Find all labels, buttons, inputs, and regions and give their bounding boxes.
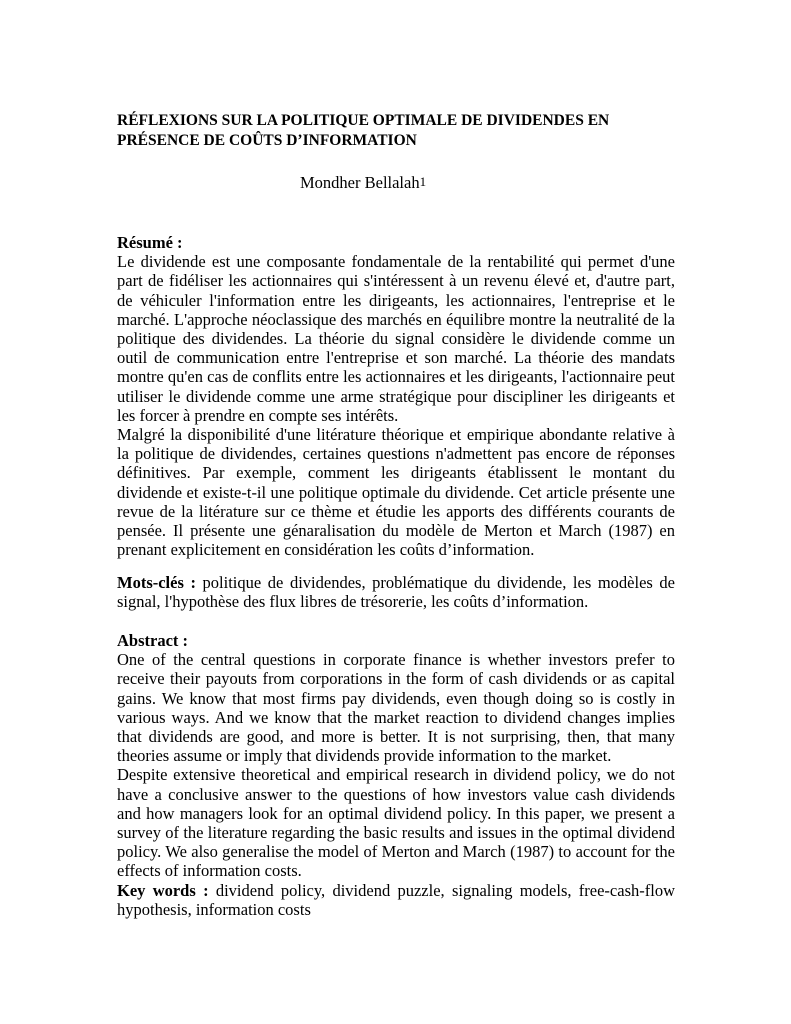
author-footnote-mark: 1 — [419, 174, 427, 189]
abstract-paragraph-1: One of the central questions in corporate finance is whether investors prefer to receive their payouts from corporations in the form of cash dividends or as capital gains. We know that most firms pay dividends, even though doing so is costly in various ways. And we know that the market reaction to dividend changes implies that dividends are good, and more is better. It is not surprising, then, that many theories assume or imply that dividends provide information to the market. — [117, 650, 675, 766]
resume-paragraph-2: Malgré la disponibilité d'une litérature théorique et empirique abondante relative à la politique de dividendes, certaines questions n'admettent pas encore de réponses définitives. Par exemple, comment les dirigeants établissent le montant du dividende et existe-t-il une politique optimale du dividende. Cet article présente une revue de la litérature sur ce thème et étudie les apports des différents courants de pensée. Il présente une génaralisation du modèle de Merton et March (1987) en prenant explicitement en considération les coûts d’information. — [117, 425, 675, 560]
abstract-heading: Abstract : — [117, 631, 189, 650]
title-line-2: PRÉSENCE DE COÛTS D’INFORMATION — [117, 132, 417, 149]
mots-cles-heading: Mots-clés : — [117, 573, 196, 592]
abstract-section — [117, 631, 675, 919]
resume-section — [117, 233, 675, 559]
mots-cles-text: politique de dividendes, problématique du dividende, les modèles de signal, l'hypothèse des flux libres de trésorerie, les coûts d’information. — [117, 573, 675, 612]
key-words-text: dividend policy, dividend puzzle, signaling models, free-cash-flow hypothesis, information costs — [117, 880, 675, 919]
resume-heading: Résumé : — [117, 233, 183, 252]
author-line — [300, 172, 426, 195]
key-words-line — [117, 881, 675, 919]
author-name: Mondher Bellalah — [300, 173, 420, 192]
document-title — [117, 111, 677, 151]
mots-cles-section — [117, 573, 675, 611]
title-line-1: RÉFLEXIONS SUR LA POLITIQUE OPTIMALE DE DIVIDENDES EN — [117, 112, 610, 129]
abstract-paragraph-2: Despite extensive theoretical and empirical research in dividend policy, we do not have a conclusive answer to the questions of how investors value cash dividends and how managers look for an optimal dividend policy. In this paper, we present a survey of the literature regarding the basic results and issues in the optimal dividend policy. We also generalise the model of Merton and March (1987) to account for the effects of information costs. — [117, 765, 675, 881]
resume-paragraph-1: Le dividende est une composante fondamentale de la rentabilité qui permet d'une part de fidéliser les actionnaires qui s'intéressent à un revenu élevé et, d'autre part, de véhiculer l'information entre les dirigeants, les actionnaires, l'entreprise et le marché. L'approche néoclassique des marchés en équilibre montre la neutralité de la politique des dividendes. La théorie du signal considère le dividende comme un outil de communication entre l'entreprise et son marché. La théorie des mandats montre qu'en cas de conflits entre les actionnaires et les dirigeants, l'actionnaire peut utiliser le dividende comme une arme stratégique pour discipliner les dirigeants et les forcer à prendre en compte ses intérêts. — [117, 252, 675, 425]
key-words-heading: Key words : — [117, 880, 209, 900]
